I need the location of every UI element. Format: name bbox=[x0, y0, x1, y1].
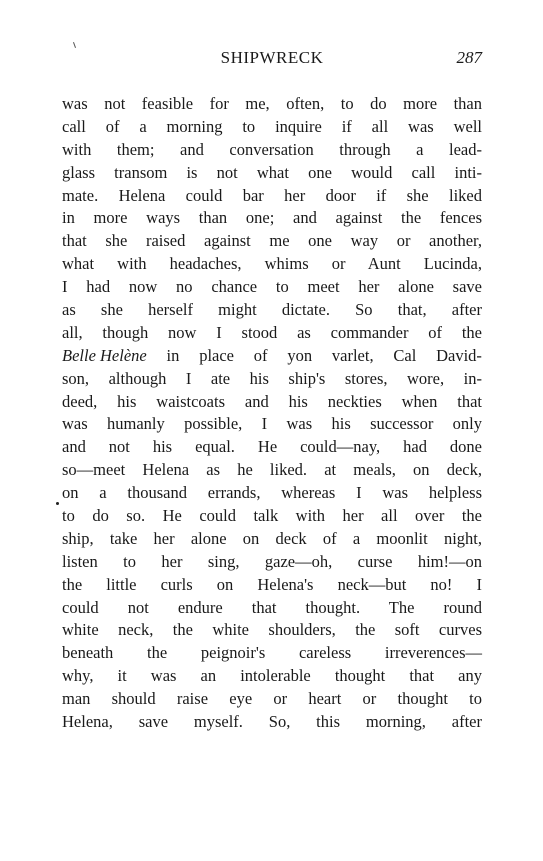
text-line: what with headaches, whims or Aunt Lucinda, bbox=[62, 254, 482, 274]
text-line: the little curls on Helena's neck—but no! I bbox=[62, 574, 482, 594]
word: yon bbox=[287, 345, 313, 365]
stray-print-mark bbox=[56, 502, 59, 505]
text-line: son, although I ate his ship's stores, wore, in- bbox=[62, 368, 482, 388]
word: David- bbox=[436, 345, 482, 365]
text-line: why, it was an intolerable thought that any bbox=[62, 666, 482, 686]
text-line: man should raise eye or heart or thought to bbox=[62, 689, 482, 709]
text-line: call of a morning to inquire if all was well bbox=[62, 116, 482, 136]
word: varlet, bbox=[331, 345, 374, 365]
word: place bbox=[199, 345, 234, 365]
text-line: beneath the peignoir's careless irreverences— bbox=[62, 643, 482, 663]
text-line: and not his equal. He could—nay, had done bbox=[62, 437, 482, 457]
text-line: with them; and conversation through a lead- bbox=[62, 139, 482, 159]
running-head: SHIPWRECK bbox=[220, 48, 324, 67]
word: of bbox=[253, 345, 268, 365]
page-header bbox=[62, 48, 482, 74]
text-line: mate. Helena could bar her door if she liked bbox=[62, 185, 482, 205]
text-line: in more ways than one; and against the fences bbox=[62, 208, 482, 228]
text-line: deed, his waistcoats and his neckties when that bbox=[62, 391, 482, 411]
text-line: as she herself might dictate. So that, after bbox=[62, 300, 482, 320]
text-line: listen to her sing, gaze—oh, curse him!—on bbox=[62, 551, 482, 571]
text-segment bbox=[62, 345, 147, 368]
text-line bbox=[62, 345, 482, 368]
body-text bbox=[62, 93, 482, 734]
page-number: 287 bbox=[456, 48, 482, 67]
text-line: to do so. He could talk with her all over the bbox=[62, 506, 482, 526]
text-line: I had now no chance to meet her alone save bbox=[62, 277, 482, 297]
text-line: on a thousand errands, whereas I was helpless bbox=[62, 483, 482, 503]
word: Cal bbox=[393, 345, 417, 365]
text-line: so—meet Helena as he liked. at meals, on deck, bbox=[62, 460, 482, 480]
text-line: glass transom is not what one would call inti- bbox=[62, 162, 482, 182]
text-line: could not endure that thought. The round bbox=[62, 597, 482, 617]
text-line: white neck, the white shoulders, the soft curves bbox=[62, 620, 482, 640]
text-line: was not feasible for me, often, to do more than bbox=[62, 94, 482, 113]
ship-name: Belle Helène bbox=[62, 345, 147, 365]
text-line: was humanly possible, I was his successor only bbox=[62, 414, 482, 434]
text-line: all, though now I stood as commander of the bbox=[62, 322, 482, 342]
text-line: ship, take her alone on deck of a moonlit night, bbox=[62, 528, 482, 548]
text-line: that she raised against me one way or another, bbox=[62, 231, 482, 251]
text-line: Helena, save myself. So, this morning, after bbox=[62, 712, 482, 732]
word: in bbox=[166, 345, 180, 365]
